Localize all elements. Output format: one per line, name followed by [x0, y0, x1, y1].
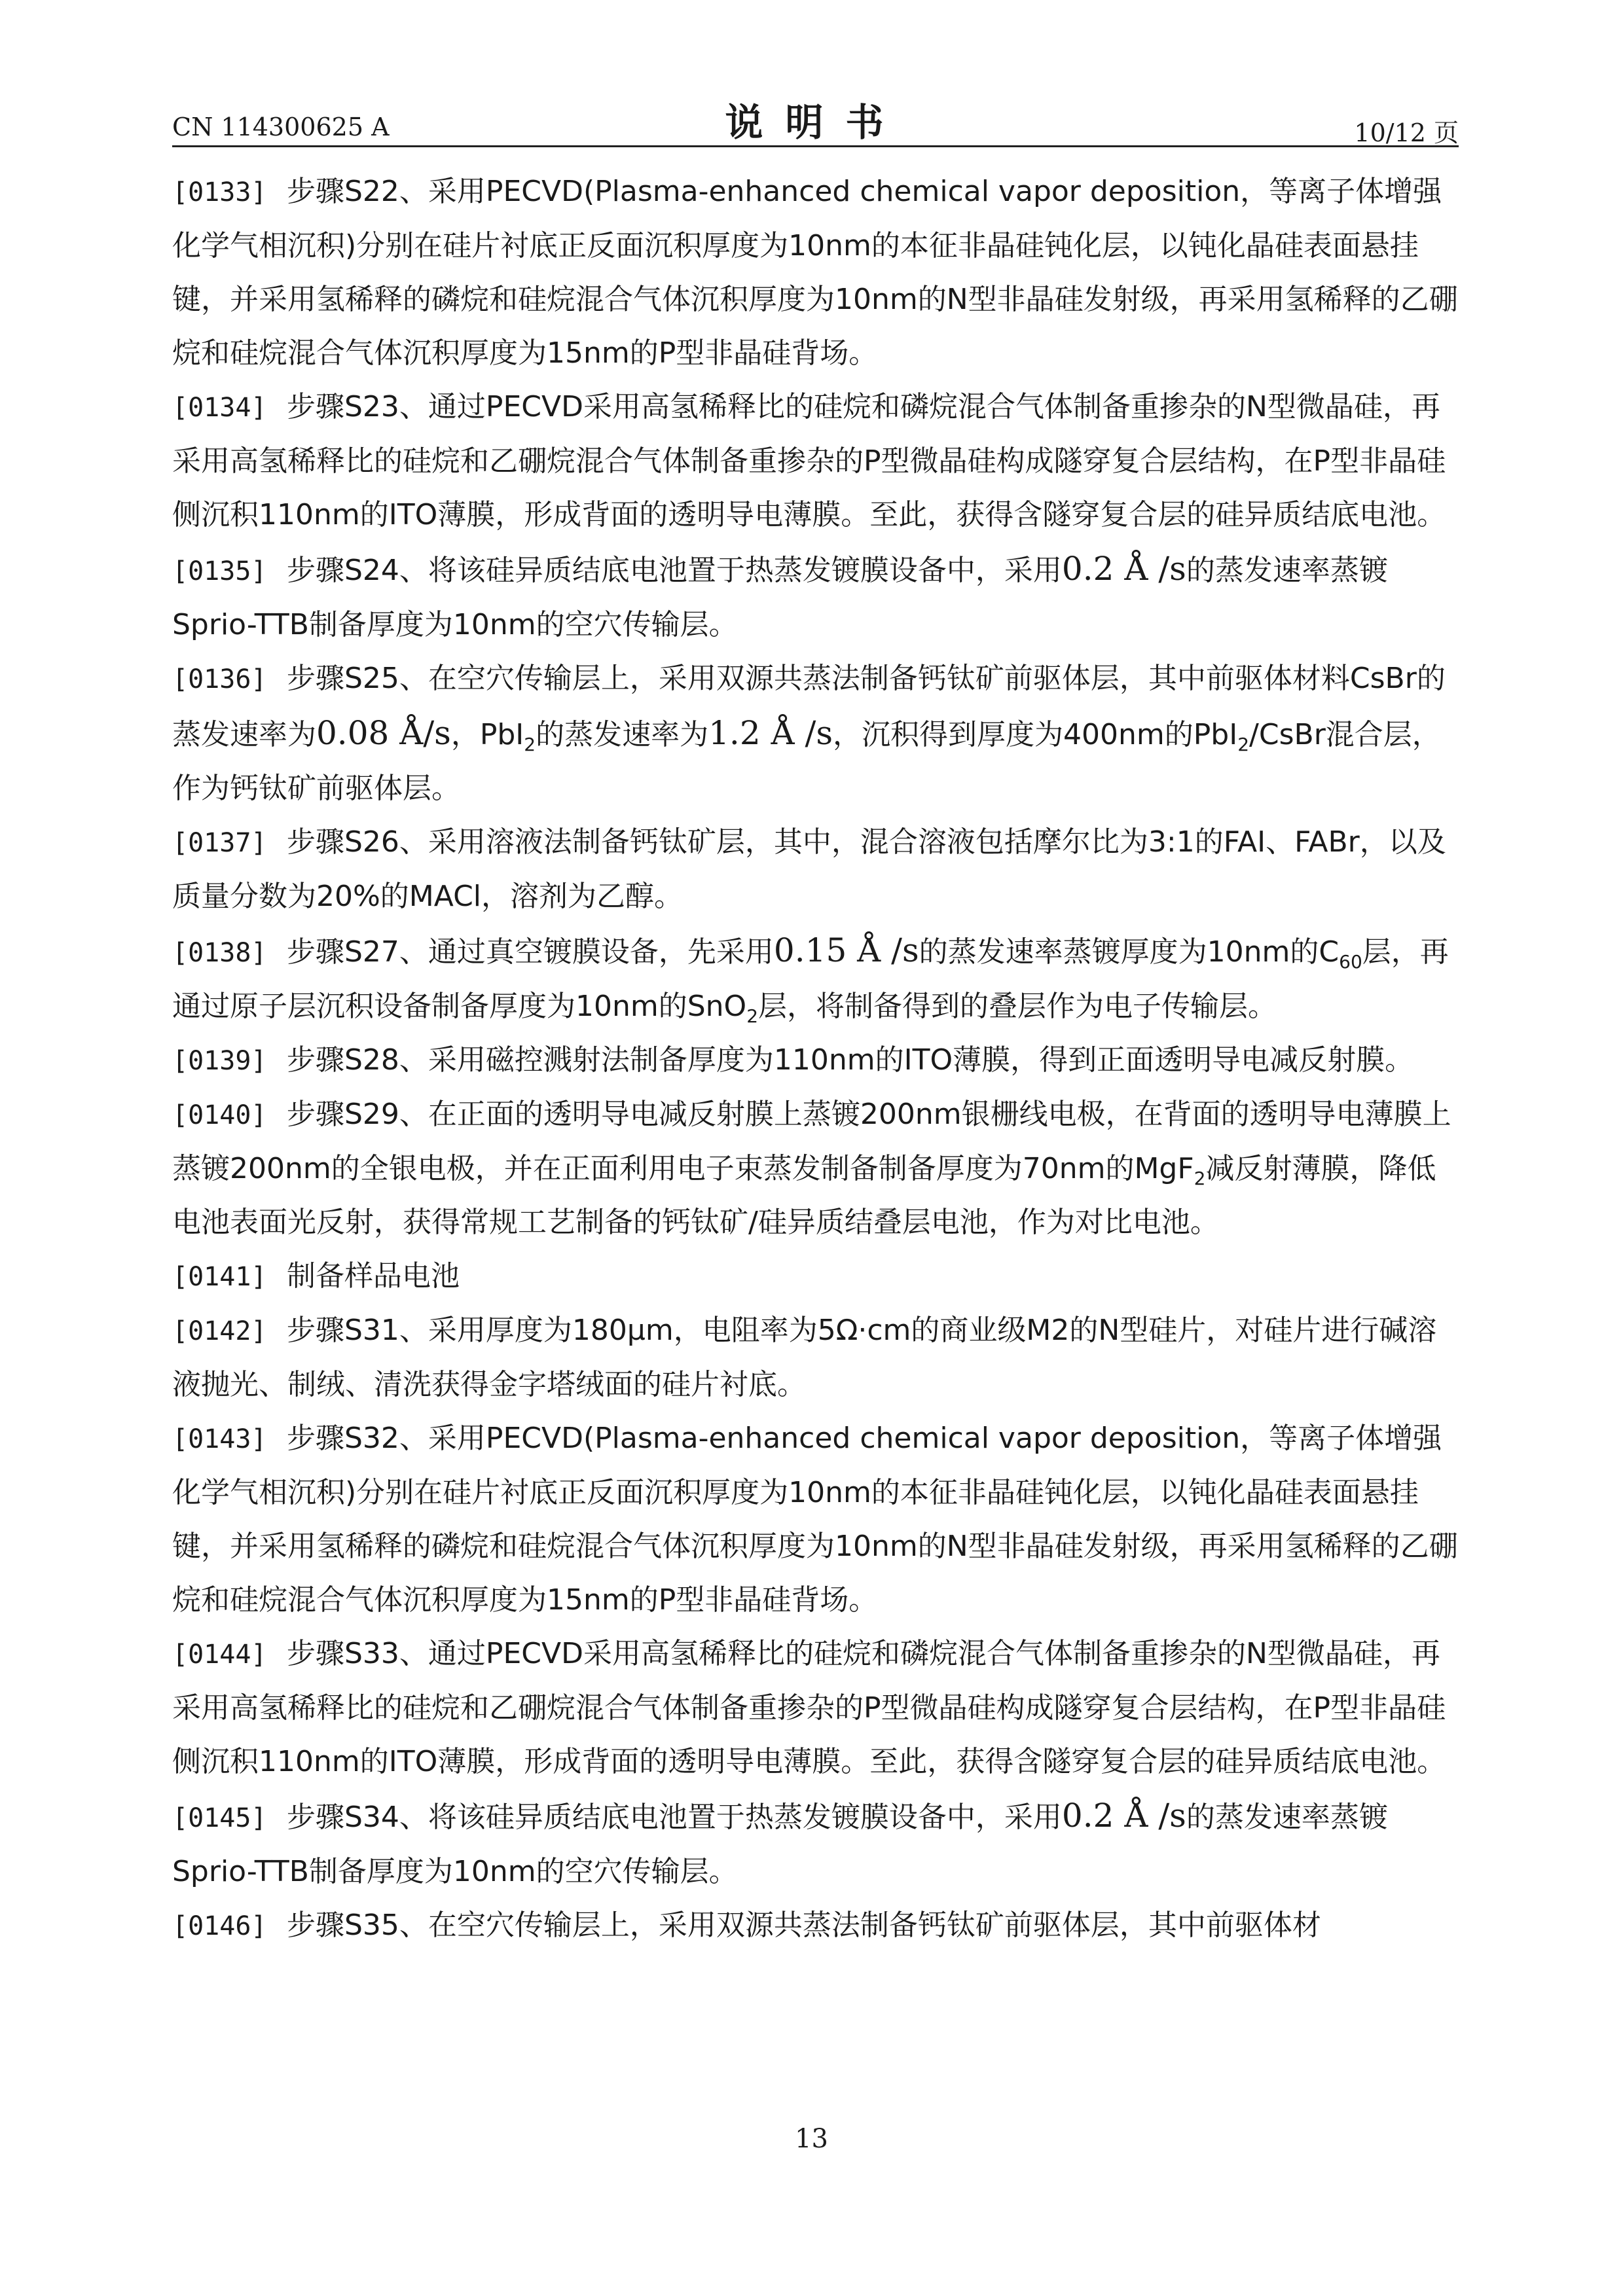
paragraph-0139: [172, 1033, 1459, 1088]
paragraph-text: 步骤S28、采用磁控溅射法制备厚度为110nm的ITO薄膜，得到正面透明导电减反射膜。: [287, 1043, 1414, 1077]
paragraph-text: 步骤S35、在空穴传输层上，采用双源共蒸法制备钙钛矿前驱体层，其中前驱体材: [287, 1909, 1321, 1942]
paragraph-text: 减反射薄膜，降低电池表面光反射，获得常规工艺制备的钙钛矿/硅异质结叠层电池，作为对比电池。: [172, 1152, 1436, 1239]
paragraph-text: 步骤S23、通过PECVD采用高氢稀释比的硅烷和磷烷混合气体制备重掺杂的N型微晶硅，再采用高氢稀释比的硅烷和乙硼烷混合气体制备重掺杂的P型微晶硅构成隧穿复合层结构，在P型非晶硅侧沉积110nm的ITO薄膜，形成背面的透明导电薄膜。至此，获得含隧穿复合层的硅异质结底电池。: [172, 390, 1446, 531]
paragraph-text: 步骤S29、在正面的透明导电减反射膜上蒸镀200nm银栅线电极，在背面的透明导电薄膜上蒸镀200nm的全银电极，并在正面利用电子束蒸发制备制备厚度为70nm的MgF: [172, 1098, 1451, 1185]
paragraph-text: 步骤S26、采用溶液法制备钙钛矿层，其中，混合溶液包括摩尔比为3:1的FAI、FABr，以及质量分数为20%的MACl，溶剂为乙醇。: [172, 825, 1446, 913]
evaporation-rate: 0.2 Å /s: [1061, 550, 1186, 588]
paragraph-number: [0137]: [172, 828, 267, 858]
subscript: 2: [524, 734, 536, 755]
paragraph-number: [0140]: [172, 1100, 267, 1130]
paragraph-text: 步骤S24、将该硅异质结底电池置于热蒸发镀膜设备中，采用: [287, 554, 1062, 587]
paragraph-text: 步骤S25、在空穴传输层上，采用双源共蒸法制备钙钛矿前驱体层，其中前驱体材料CsBr的蒸发速率为: [172, 662, 1446, 751]
paragraph-number: [0135]: [172, 556, 267, 586]
paragraph-text: /CsBr混合层，作为钙钛矿前驱体层。: [172, 718, 1441, 805]
page-header: [172, 92, 1459, 151]
paragraph-number: [0141]: [172, 1262, 267, 1292]
paragraph-0135: [172, 542, 1459, 652]
paragraph-text: 步骤S33、通过PECVD采用高氢稀释比的硅烷和磷烷混合气体制备重掺杂的N型微晶硅，再采用高氢稀释比的硅烷和乙硼烷混合气体制备重掺杂的P型微晶硅构成隧穿复合层结构，在P型非晶硅侧沉积110nm的ITO薄膜，形成背面的透明导电薄膜。至此，获得含隧穿复合层的硅异质结底电池。: [172, 1637, 1446, 1778]
paragraph-number: [0136]: [172, 664, 267, 694]
paragraph-0137: [172, 816, 1459, 924]
paragraph-text: 步骤S32、采用PECVD(Plasma-enhanced chemical vapor deposition，等离子体增强化学气相沉积)分别在硅片衬底正反面沉积厚度为10nm的本征非晶硅钝化层，以钝化晶硅表面悬挂键，并采用氢稀释的磷烷和硅烷混合气体沉积厚度为10nm的N型非晶硅发射级，再采用氢稀释的乙硼烷和硅烷混合气体沉积厚度为15nm的P型非晶硅背场。: [172, 1422, 1458, 1617]
document-number: CN 114300625 A: [172, 113, 390, 141]
header-rule: [172, 145, 1459, 147]
paragraph-0142: [172, 1304, 1459, 1412]
paragraph-number: [0139]: [172, 1046, 267, 1076]
paragraph-0140: [172, 1088, 1459, 1249]
paragraph-text: ，PbI: [450, 718, 524, 751]
paragraph-0145: [172, 1789, 1459, 1899]
paragraph-number: [0145]: [172, 1803, 267, 1833]
evaporation-rate: 1.2 Å /s: [708, 714, 833, 752]
subscript: 2: [1237, 734, 1250, 755]
paragraph-text: 制备样品电池: [287, 1259, 460, 1293]
subscript: 2: [1194, 1168, 1206, 1189]
paragraph-number: [0144]: [172, 1640, 267, 1670]
document-title: 说明书: [725, 100, 906, 145]
paragraph-0134: [172, 380, 1459, 542]
paragraph-text: 步骤S31、采用厚度为180μm，电阻率为5Ω·cm的商业级M2的N型硅片，对硅片进行碱溶液抛光、制绒、清洗获得金字塔绒面的硅片衬底。: [172, 1314, 1437, 1401]
evaporation-rate: 0.2 Å /s: [1061, 1797, 1186, 1835]
paragraph-text: 层，再通过原子层沉积设备制备厚度为10nm的SnO: [172, 935, 1449, 1023]
paragraph-text: 的蒸发速率蒸镀Sprio-TTB制备厚度为10nm的空穴传输层。: [172, 554, 1388, 641]
paragraph-number: [0142]: [172, 1316, 267, 1346]
page-number: 13: [795, 2124, 828, 2154]
paragraph-number: [0143]: [172, 1424, 267, 1454]
evaporation-rate: 0.15 Å /s: [773, 931, 919, 969]
document-body: [172, 165, 1459, 1953]
paragraph-0136: [172, 652, 1459, 816]
paragraph-text: 步骤S22、采用PECVD(Plasma-enhanced chemical vapor deposition，等离子体增强化学气相沉积)分别在硅片衬底正反面沉积厚度为10nm的本征非晶硅钝化层，以钝化晶硅表面悬挂键，并采用氢稀释的磷烷和硅烷混合气体沉积厚度为10nm的N型非晶硅发射级，再采用氢稀释的乙硼烷和硅烷混合气体沉积厚度为15nm的P型非晶硅背场。: [172, 175, 1458, 370]
paragraph-number: [0146]: [172, 1911, 267, 1941]
paragraph-text: 的蒸发速率蒸镀Sprio-TTB制备厚度为10nm的空穴传输层。: [172, 1801, 1388, 1888]
page-info: 10/12 页: [1354, 118, 1459, 147]
paragraph-0133: [172, 165, 1459, 380]
evaporation-rate: 0.08 Å/s: [316, 714, 451, 752]
paragraph-text: 的蒸发速率蒸镀厚度为10nm的C: [919, 935, 1340, 969]
paragraph-number: [0133]: [172, 177, 267, 207]
subscript: 2: [746, 1005, 759, 1027]
paragraph-0146: [172, 1899, 1459, 1953]
paragraph-0138: [172, 924, 1459, 1033]
paragraph-0141: [172, 1249, 1459, 1304]
paragraph-text: 步骤S27、通过真空镀膜设备，先采用: [287, 935, 774, 969]
paragraph-text: 步骤S34、将该硅异质结底电池置于热蒸发镀膜设备中，采用: [287, 1801, 1062, 1834]
paragraph-number: [0134]: [172, 393, 267, 423]
paragraph-0143: [172, 1412, 1459, 1627]
paragraph-0144: [172, 1627, 1459, 1789]
paragraph-number: [0138]: [172, 938, 267, 968]
paragraph-text: 的蒸发速率为: [536, 718, 709, 751]
subscript: 60: [1339, 951, 1362, 973]
paragraph-text: ，沉积得到厚度为400nm的PbI: [833, 718, 1238, 751]
paragraph-text: 层，将制备得到的叠层作为电子传输层。: [758, 990, 1277, 1023]
